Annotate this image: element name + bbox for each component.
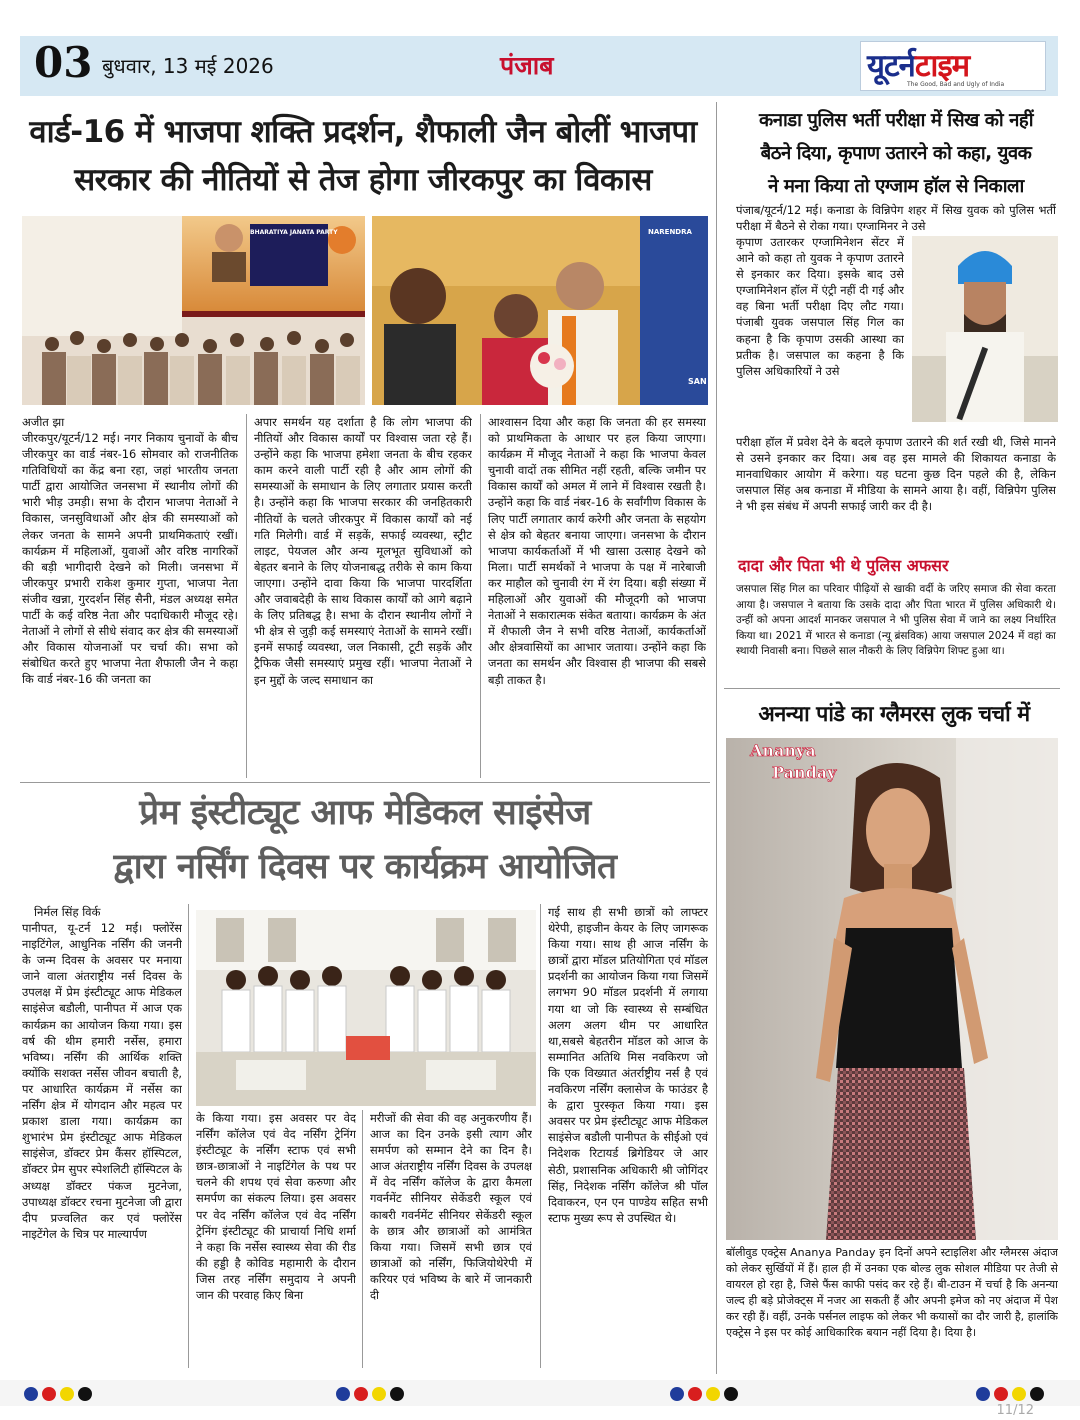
divider [480, 414, 481, 778]
photo-label-panday: Panday [772, 763, 837, 782]
story1-column-3: आश्वासन दिया और कहा कि जनता की हर समस्या को प्राथमिकता के आधार पर हल किया जाएगा। कार्यक्रम में मौजूद नेताओं ने कहा कि भाजपा केवल चुनावी वादों तक सीमित नहीं रहती, बल्कि जमीन पर विकास कार्यों को अमल में लाने में विश्वास रखती है। उन्होंने कहा कि वार्ड नंबर-16 के सर्वांगीण विकास के लिए पार्टी लगातार कार्य करेगी और जनता के सहयोग से क्षेत्र को बेहतर बनाया जाएगा। जनसभा के दौरान भाजपा कार्यकर्ताओं में भी खासा उत्साह देखने को मिला। पार्टी समर्थकों ने भाजपा के पक्ष में नारेबाजी कर माहौल को चुनावी रंग में रंग दिया। बड़ी संख्या में महिलाओं और युवाओं की मौजूदगी को भाजपा नेताओं ने सकारात्मक संकेत बताया। कार्यक्रम के अंत में शैफाली जैन ने सभी वरिष्ठ नेताओं, कार्यकर्ताओं और क्षेत्रवासियों का आभार जताया। उन्होंने कहा कि जनता का समर्थन और विश्वास ही भाजपा की सबसे बड़ी ताकत है। [488, 415, 706, 687]
logo-part1: यूटर्न [867, 48, 915, 84]
divider [188, 904, 189, 1368]
story2-headline-line3: ने मना किया तो एग्जाम हॉल से निकाला [768, 176, 1024, 197]
reg-dot-red [42, 1387, 56, 1401]
logo-tagline: The Good, Bad and Ugly of India [907, 81, 1005, 88]
story1-photo-bouquet [372, 216, 708, 405]
story1-byline: अजीत झा [22, 415, 65, 429]
masthead-logo [860, 41, 1046, 91]
story1-column-2: अपार समर्थन यह दर्शाता है कि लोग भाजपा की नीतियों और विकास कार्यों पर विश्वास जता रहे हैं। उन्होंने कहा कि भाजपा हमेशा जनता के बीच रहकर काम करने वाली पार्टी रही है और आम लोगों की समस्याओं के समाधान के लिए लगातार प्रयास करती है। उन्होंने कहा कि भाजपा सरकार की जनहितकारी नीतियों के चलते जीरकपुर में विकास कार्यों को नई गति मिलेगी। वार्ड में सड़कें, सफाई व्यवस्था, स्ट्रीट लाइट, पेयजल और अन्य मूलभूत सुविधाओं को बेहतर बनाने के लिए योजनाबद्ध तरीके से काम किया जाएगा। उन्होंने दावा किया कि भाजपा पारदर्शिता और जवाबदेही के साथ विकास कार्यों को आगे बढ़ाने के लिए प्रतिबद्ध है। सभा के दौरान स्थानीय लोगों ने भी क्षेत्र से जुड़ी कई समस्याएं नेताओं के सामने रखीं। इनमें सफाई व्यवस्था, जल निकासी, टूटी सड़कें और ट्रैफिक जैसी समस्याएं प्रमुख रहीं। भाजपा नेताओं ने इन मुद्दों के जल्द समाधान का [254, 415, 472, 687]
registration-marks-left [24, 1386, 96, 1400]
story1-headline [24, 108, 702, 204]
story4-photo-ananya [726, 738, 1058, 1240]
story4-headline: अनन्या पांडे का ग्लैमरस लुक चर्चा में [758, 702, 1030, 727]
story1-photo-rally [22, 216, 365, 405]
bouquet-banner-text: NARENDRA [648, 228, 692, 236]
story1-headline-line2: सरकार की नीतियों से तेज होगा जीरकपुर का विकास [74, 162, 652, 198]
photo-label-ananya: Ananya [750, 741, 816, 760]
issue-date: बुधवार, 13 मई 2026 [102, 54, 274, 78]
ananya-photo [726, 738, 1058, 1240]
reg-dot-blue [976, 1387, 990, 1401]
logo-text [867, 44, 969, 86]
reg-dot-yellow [372, 1387, 386, 1401]
bouquet-photo-image [372, 216, 708, 405]
story3-headline-line1: प्रेम इंस्टीट्यूट आफ मेडिकल साइंसेज [139, 793, 591, 833]
story2-subhead: दादा और पिता भी थे पुलिस अफसर [738, 556, 949, 575]
registration-marks-center-left [336, 1386, 408, 1400]
page-number: 03 [34, 38, 93, 87]
reg-dot-black [78, 1387, 92, 1401]
reg-dot-black [724, 1387, 738, 1401]
reg-dot-yellow [706, 1387, 720, 1401]
story2-headline [730, 104, 1062, 203]
reg-dot-blue [670, 1387, 684, 1401]
reg-dot-red [688, 1387, 702, 1401]
story2-headline-line2: बैठने दिया, कृपाण उतारने को कहा, युवक [760, 143, 1032, 164]
page-indicator[interactable]: 11/12 [996, 1403, 1034, 1418]
reg-dot-red [994, 1387, 1008, 1401]
story3-column-4: गई साथ ही सभी छात्रों को लाफ्टर थेरेपी, हाइजीन केयर के लिए जागरूक किया गया। साथ ही आज नर्सिंग के छात्रों द्वारा मॉडल प्रतियोगिता एवं मॉडल प्रदर्शनी का आयोजन किया गया जिसमें लगभग 90 मॉडल प्रदर्शनी में लगाया गया था जो कि स्वास्थ्य से सम्बंधित अलग अलग थीम पर आधारित था,सबसे बेहतरीन मॉडल को आज के सम्मानित अतिथि मिस नवकिरण जो कि एक विख्यात अंतर्राष्ट्रीय नर्स है एवं नवकिरण नर्सिंग क्लासेज के फाउंडर है के द्वारा पुरस्कृत किया गया। इस अवसर पर प्रेम इंस्टीट्यूट आफ मेडिकल साइंसेज बडौली पानीपत के सीईओ एवं निदेशक रिटायर्ड ब्रिगेडियर जे आर सेठी, प्रशासनिक अधिकारी श्री जोगिंदर सिंह, निदेशक नर्सिंग कॉलेज श्री पॉल दिवाकरन, एन एन पाण्डेय सहित सभी स्टाफ मुख्य रूप से उपस्थित थे। [548, 905, 708, 1225]
story2-photo-sikh-youth [912, 236, 1058, 422]
story2-full-text: परीक्षा हॉल में प्रवेश देने के बदले कृपाण उतारने की शर्त रखी थी, जिसे मानने से उसने इनकार कर दिया। अब वह इस मामले की शिकायत कनाडा के मानवाधिकार आयोग में करेगा। यह घटना कुछ दिन पहले की है, लेकिन जसपाल सिंह अब कनाडा में मीडिया के सामने आया है। वहीं, विन्निपेग पुलिस ने भी इस संबंध में अपनी सफाई जारी कर दी है। [736, 435, 1056, 514]
reg-dot-black [390, 1387, 404, 1401]
story4-caption: बॉलीवुड एक्ट्रेस Ananya Panday इन दिनों अपने स्टाइलिश और ग्लैमरस अंदाज को लेकर सुर्खियों में हैं। हाल ही में उनका एक बोल्ड लुक सोशल मीडिया पर तेजी से वायरल हो रहा है, जिसे फैंस काफी पसंद कर रहे हैं। बी-टाउन में चर्चा है कि अनन्या जल्द ही बड़े प्रोजेक्ट्स में नजर आ सकती हैं और अपनी इमेज को नए अंदाज में पेश कर रही हैं। वहीं, उनके पर्सनल लाइफ को लेकर भी कयासों का दौर जारी है, हालांकि एक्ट्रेस ने इस पर कोई आधिकारिक बयान नहीं दिया है। दिया है। [726, 1246, 1058, 1339]
story3-column-1: पानीपत, यू-टर्न 12 मई। फ्लोरेंस नाइटिंगेल, आधुनिक नर्सिंग की जननी के जन्म दिवस के अवसर पर मनाया जाने वाला अंतराष्ट्रीय नर्स दिवस के उपलक्ष में प्रेम इंस्टीट्यूट आफ मेडिकल साइंसेज बडौली, पानीपत में आज एक कार्यक्रम का आयोजन किया गया। इस वर्ष की थीम हमारी नर्सेस, हमारा भविष्य। नर्सिंग की आर्थिक शक्ति क्योंकि सशक्त नर्सेस जीवन बचाती है, पर आधारित कार्यक्रम में नर्सेस का नर्सिंग क्षेत्र में योगदान और महत्व पर प्रकाश डाला गया। कार्यक्रम का शुभारंभ प्रेम इंस्टीट्यूट आफ मेडिकल साइंसेज, डॉक्टर प्रेम कैंसर हॉस्पिटल, डॉक्टर प्रेम सुपर स्पेशलिटी हॉस्पिटल के अध्यक्ष डॉक्टर पंकज मुटनेजा, उपाध्यक्ष डॉक्टर रचना मुटनेजा जी द्वारा दीप प्रज्वलित कर एवं फ्लोरेंस नाइटेंगेल के चित्र पर माल्यार्पण [22, 921, 182, 1241]
reg-dot-blue [336, 1387, 350, 1401]
divider [20, 782, 710, 783]
column-divider [716, 102, 717, 1374]
story3-column-3: मरीजों की सेवा की वह अनुकरणीय हैं। आज का दिन उनके इसी त्याग और समर्पण को सम्मान देने का दिन है। आज अंतराष्ट्रीय नर्सिंग दिवस के उपलक्ष में वेद नर्सिंग कॉलेज के द्वारा कैमला गवर्नमेंट सीनियर सेकेंडरी स्कूल एवं काबरी गवर्नमेंट सीनियर सेकेंडरी स्कूल के छात्र और छात्राओं को आमंत्रित किया गया। जिसमें सभी छात्र एवं छात्राओं को नर्सिंग, फिजियोथेरेपी में करियर एवं भविष्य के बारे में जानकारी दी [370, 1111, 532, 1303]
reg-dot-black [1030, 1387, 1044, 1401]
story1-headline-line1: वार्ड-16 में भाजपा शक्ति प्रदर्शन, शैफाली जैन बोलीं भाजपा [29, 114, 697, 150]
story3-byline: निर्मल सिंह विर्क [34, 905, 101, 919]
story3-column-2: के किया गया। इस अवसर पर वेद नर्सिंग कॉलेज एवं वेद नर्सिंग ट्रेनिंग इंस्टीट्यूट के नर्सिंग स्टाफ एवं सभी छात्र-छात्राओं ने नाइटिंगेल के पथ पर चलने की शपथ एवं सेवा करुणा और समर्पण का संकल्प लिया। इस अवसर पर वेद नर्सिंग कॉलेज एवं वेद नर्सिंग ट्रेनिंग इंस्टीट्यूट की प्राचार्या निधि शर्मा ने कहा कि नर्सेस स्वास्थ्य सेवा की रीड की हड्डी है कोविड महामारी के दौरान जिस तरह नर्सिंग समुदाय ने अपनी जान की परवाह किए बिना [196, 1111, 356, 1303]
rally-banner-text: BHARATIYA JANATA PARTY [250, 229, 338, 236]
registration-marks-right [976, 1386, 1048, 1400]
divider [362, 1110, 363, 1368]
registration-marks-center-right [670, 1386, 742, 1400]
story1-column-1: जीरकपुर/यूटर्न/12 मई। नगर निकाय चुनावों के बीच जीरकपुर का वार्ड नंबर-16 सोमवार को राजनीतिक गतिविधियों का केंद्र बना रहा, जहां भारतीय जनता पार्टी द्वारा आयोजित जनसभा में स्थानीय लोगों की भारी भीड़ उमड़ी। सभा के दौरान भाजपा नेताओं ने विकास, जनसुविधाओं और क्षेत्र की समस्याओं को लेकर जनता के सामने अपनी प्राथमिकताएं रखीं। कार्यक्रम में महिलाओं, युवाओं और वरिष्ठ नागरिकों की बड़ी भागीदारी देखने को मिली। जनसभा में जीरकपुर प्रभारी राकेश कुमार गुप्ता, भाजपा नेता संजीव खन्ना, गुरदर्शन सिंह सैनी, मंडल अध्यक्ष समेत पार्टी के कई वरिष्ठ नेता और पदाधिकारी मौजूद रहे। नेताओं ने लोगों से सीधे संवाद कर क्षेत्र की समस्याओं और विकास योजनाओं पर चर्चा की। सभा को संबोधित करते हुए भाजपा नेता शैफाली जैन ने कहा कि वार्ड नंबर-16 की जनता का [22, 431, 238, 687]
story2-wrap-text: कृपाण उतारकर एग्जामिनेशन सेंटर में आने को कहा तो युवक ने कृपाण उतारने से इनकार कर दिया। इसके बाद उसे एग्जामिनेशन हॉल में एंट्री नहीं दी गई और वह बिना भर्ती परीक्षा दिए लौट गया। पंजाबी युवक जसपाल सिंह गिल का कहना है कि कृपाण उसकी आस्था का प्रतीक है। जसपाल का कहना है कि पुलिस अधिकारियों ने उसे [736, 235, 904, 378]
reg-dot-yellow [60, 1387, 74, 1401]
reg-dot-yellow [1012, 1387, 1026, 1401]
reg-dot-blue [24, 1387, 38, 1401]
story2-headline-line1: कनाडा पुलिस भर्ती परीक्षा में सिख को नहीं [758, 110, 1034, 131]
page-header [20, 36, 1058, 96]
bouquet-corner-text: SAN [688, 377, 707, 386]
divider [246, 414, 247, 778]
story3-photo-nurses [196, 910, 536, 1106]
story3-headline [20, 786, 710, 894]
divider [724, 688, 1060, 689]
logo-part2: टाइम [914, 48, 970, 84]
nurses-photo [196, 910, 536, 1106]
section-title: पंजाब [500, 51, 554, 80]
story2-intro: पंजाब/यूटर्न/12 मई। कनाडा के विन्निपेग शहर में सिख युवक को पुलिस भर्ती परीक्षा में बैठने से रोका गया। एग्जामिनर ने उसे [736, 203, 1056, 234]
footer-band [0, 1380, 1080, 1406]
sikh-youth-photo [912, 236, 1058, 422]
reg-dot-red [354, 1387, 368, 1401]
rally-photo-image [22, 216, 365, 405]
divider [540, 904, 541, 1368]
story3-headline-line2: द्वारा नर्सिंग दिवस पर कार्यक्रम आयोजित [113, 847, 617, 887]
story2-sub-text: जसपाल सिंह गिल का परिवार पीढ़ियों से खाकी वर्दी के जरिए समाज की सेवा करता आया है। जसपाल ने बताया कि उसके दादा और पिता भारत में पुलिस अधिकारी थे। उन्हीं को अपना आदर्श मानकर जसपाल ने भी पुलिस सेवा में जाने का लक्ष्य निर्धारित किया था। 2021 में भारत से कनाडा (न्यू ब्रंसविक) आया जसपाल 2024 में वहां का स्थायी निवासी बना। पिछले साल नौकरी के लिए विन्निपेग शिफ्ट हुआ था। [736, 583, 1056, 657]
